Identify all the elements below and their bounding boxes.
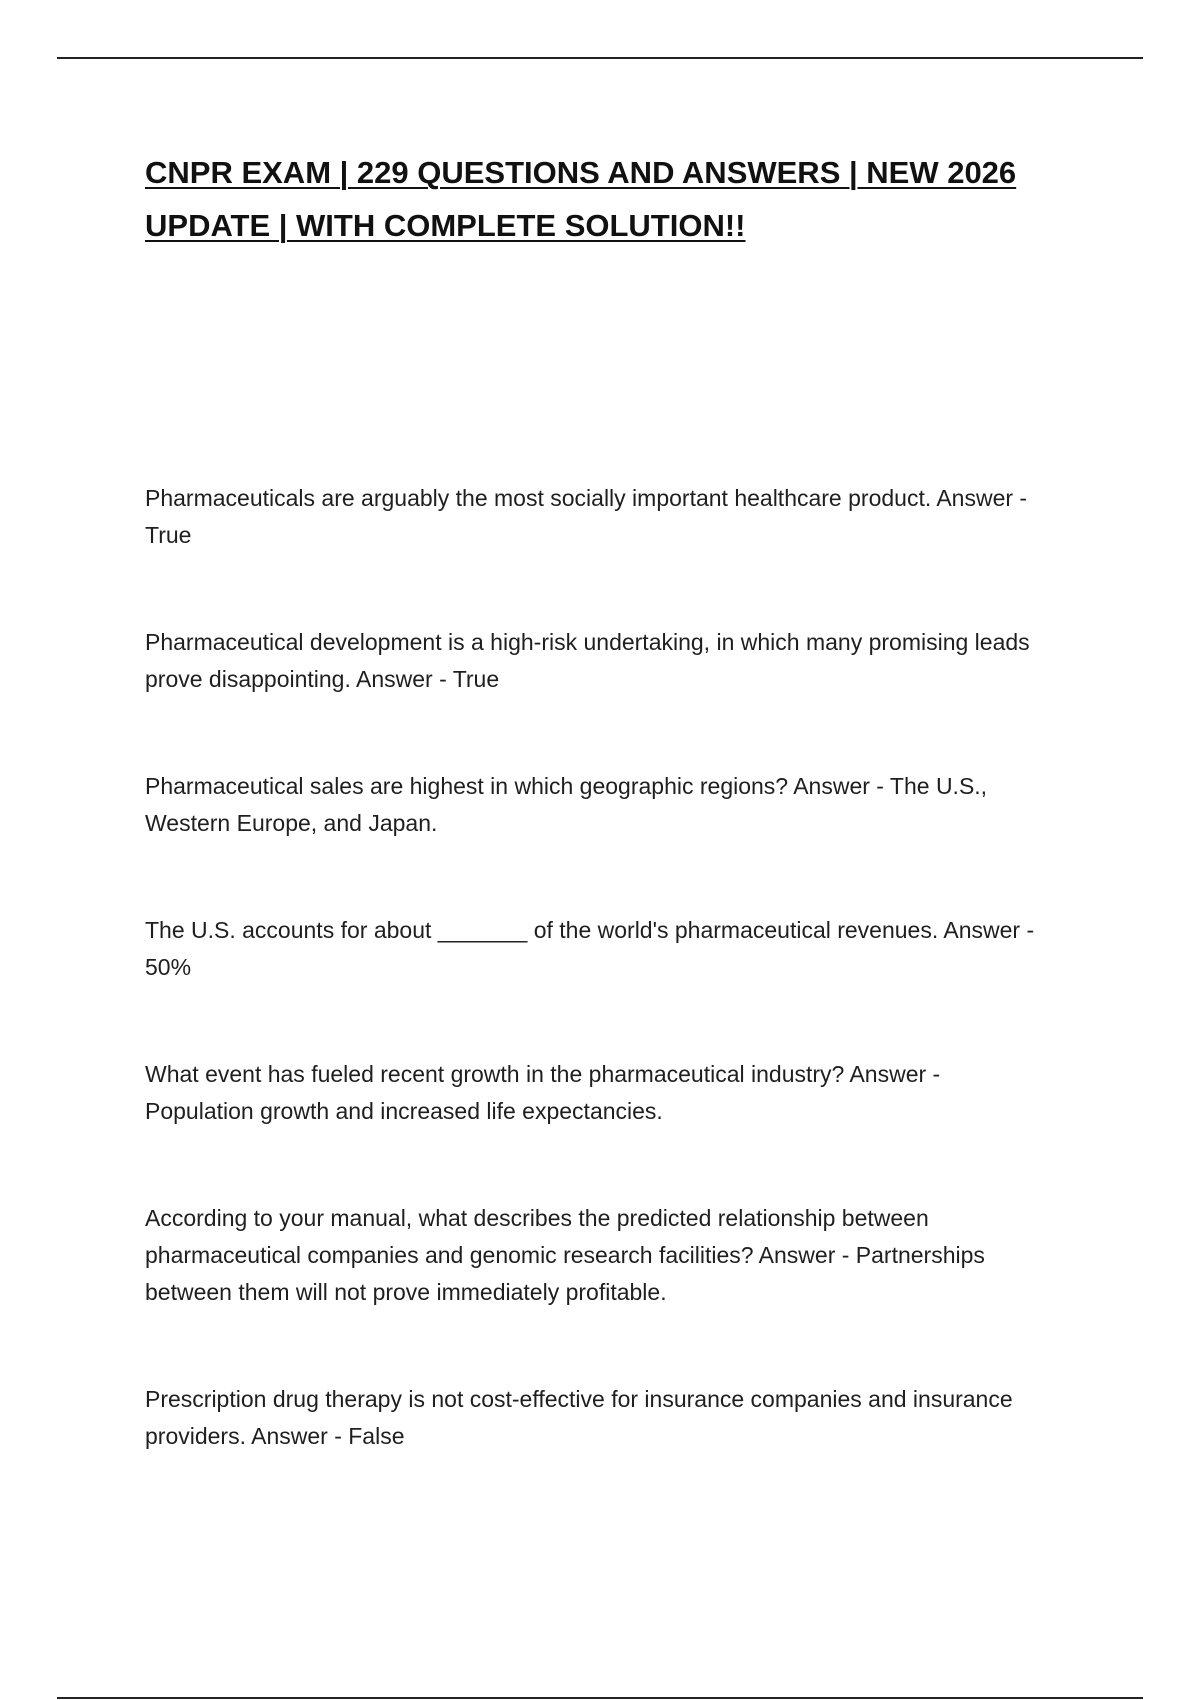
qa-item: Prescription drug therapy is not cost-effective for insurance companies and insurance providers. Answer - False xyxy=(145,1386,1013,1449)
qa-item: Pharmaceutical development is a high-risk undertaking, in which many promising leads prove disappointing. Answer - True xyxy=(145,629,1030,692)
qa-item: The U.S. accounts for about _______ of the world's pharmaceutical revenues. Answer - 50% xyxy=(145,917,1035,980)
qa-item: What event has fueled recent growth in the pharmaceutical industry? Answer - Population growth and increased life expectancies. xyxy=(145,1061,941,1124)
qa-item: Pharmaceuticals are arguably the most socially important healthcare product. Answer - True xyxy=(145,485,1028,548)
qa-list xyxy=(145,480,1050,1455)
document-title: CNPR EXAM | 229 QUESTIONS AND ANSWERS | NEW 2026 UPDATE | WITH COMPLETE SOLUTION!! xyxy=(145,155,1017,243)
footer-rule xyxy=(57,1697,1143,1699)
qa-item: Pharmaceutical sales are highest in which geographic regions? Answer - The U.S., Western Europe, and Japan. xyxy=(145,773,988,836)
header-rule xyxy=(57,57,1143,59)
qa-item: According to your manual, what describes the predicted relationship between pharmaceutical companies and genomic research facilities? Answer - Partnerships between them will not prove immediately profitable. xyxy=(145,1205,985,1305)
